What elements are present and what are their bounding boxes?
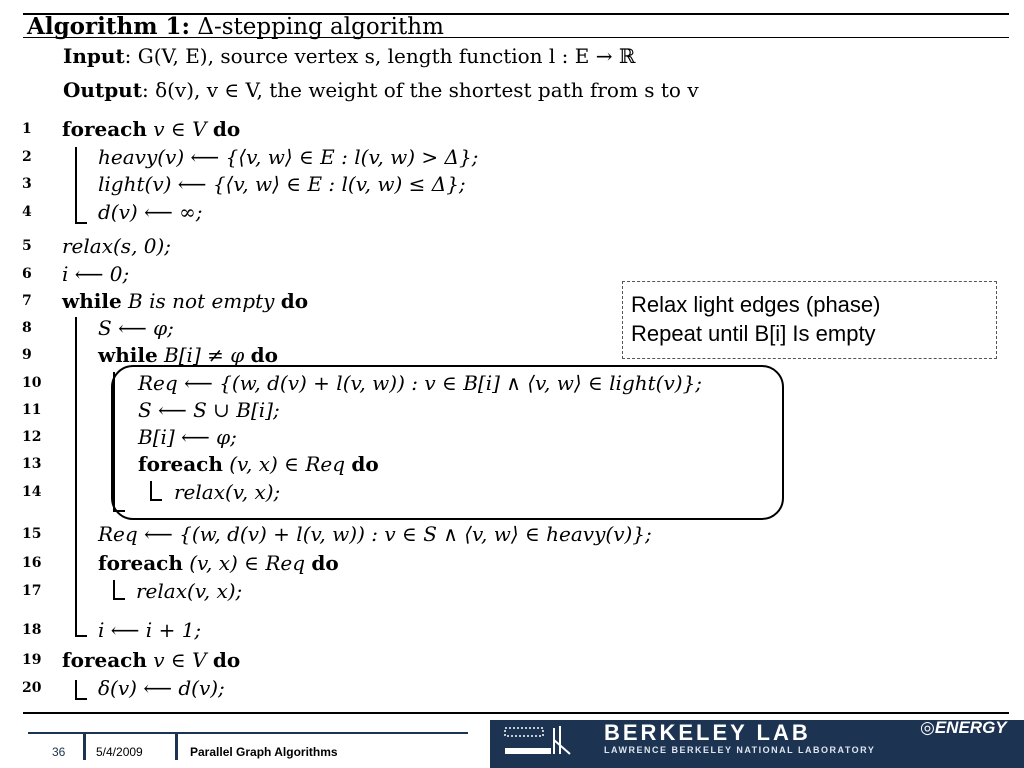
line-number: 8 (22, 320, 32, 336)
line-code: i ⟵ 0; (62, 262, 130, 286)
pseudocode-line (0, 143, 1024, 171)
line-number: 4 (22, 204, 32, 220)
doe-energy-logo (920, 718, 1007, 738)
line-code: foreach v ∈ V do (62, 117, 241, 141)
slide-date: 5/4/2009 (96, 745, 143, 759)
line-code: relax(s, 0); (62, 234, 172, 258)
block-bar-foreach-final (75, 680, 77, 700)
algorithm-name: Δ-stepping algorithm (197, 14, 444, 40)
energy-seal-icon: ◎ (920, 718, 935, 737)
energy-text: ENERGY (934, 718, 1007, 737)
pseudocode-line (0, 232, 1024, 260)
pseudocode-line (0, 577, 1024, 605)
block-bar-foreach-req-outer (113, 580, 115, 600)
pseudocode-line (0, 646, 1024, 674)
line-number: 13 (22, 456, 42, 472)
line-number: 9 (22, 347, 32, 363)
line-number: 2 (22, 149, 32, 165)
block-tick-foreach-req-outer (113, 598, 125, 600)
block-bar-while-outer (75, 317, 77, 637)
page-number: 36 (52, 745, 66, 759)
line-number: 3 (22, 176, 32, 192)
input-text: : G(V, E), source vertex s, length function l : E → ℝ (124, 44, 636, 68)
output-text: : δ(v), v ∈ V, the weight of the shortest path from s to v (141, 78, 699, 102)
line-number: 16 (22, 555, 42, 571)
line-code: foreach (v, x) ∈ Req do (138, 452, 379, 476)
line-number: 1 (22, 121, 32, 137)
input-label: Input (63, 44, 125, 68)
line-number: 11 (22, 402, 42, 418)
line-number: 17 (22, 583, 42, 599)
input-line (63, 44, 635, 68)
algorithm-title (27, 13, 444, 40)
block-tick-foreach-final (75, 698, 87, 700)
pseudocode-line (0, 674, 1024, 702)
line-number: 6 (22, 266, 32, 282)
pseudocode-line (0, 170, 1024, 198)
line-number: 7 (22, 293, 32, 309)
line-code: Req ⟵ {(w, d(v) + l(v, w)) : v ∈ S ∧ ⟨v, w⟩ ∈ heavy(v)}; (98, 522, 652, 546)
line-code: i ⟵ i + 1; (98, 618, 202, 642)
block-tick-while-outer (75, 635, 87, 637)
line-number: 5 (22, 238, 32, 254)
line-code: d(v) ⟵ ∞; (98, 200, 203, 224)
output-line (63, 78, 699, 102)
phase-note (622, 281, 997, 359)
footer-divider-1 (83, 734, 86, 760)
line-code: relax(v, x); (136, 579, 243, 603)
pseudocode-line (0, 520, 1024, 548)
line-code: B[i] ⟵ φ; (138, 425, 237, 449)
block-bar-foreach (75, 147, 77, 224)
berkeley-lab-emblem (504, 724, 572, 758)
note-line-1: Relax light edges (phase) (631, 292, 881, 317)
block-tick-foreach (75, 222, 87, 224)
line-code: light(v) ⟵ {⟨v, w⟩ ∈ E : l(v, w) ≤ Δ}; (98, 172, 466, 196)
line-code: relax(v, x); (174, 480, 281, 504)
line-number: 15 (22, 526, 42, 542)
pseudocode-line (0, 198, 1024, 226)
line-code: while B is not empty do (62, 289, 309, 313)
light-phase-highlight (111, 365, 784, 520)
line-code: S ⟵ φ; (98, 316, 174, 340)
line-code: δ(v) ⟵ d(v); (98, 676, 225, 700)
line-number: 20 (22, 680, 42, 696)
line-number: 10 (22, 375, 42, 391)
pseudocode-line (0, 115, 1024, 143)
footer-left-rule (28, 732, 468, 734)
pseudocode-line (0, 616, 1024, 644)
lab-full-name: LAWRENCE BERKELEY NATIONAL LABORATORY (604, 745, 876, 755)
line-code: foreach v ∈ V do (62, 648, 241, 672)
line-code: Req ⟵ {(w, d(v) + l(v, w)) : v ∈ B[i] ∧ ⟨v, w⟩ ∈ light(v)}; (138, 371, 703, 395)
pseudocode-line (0, 549, 1024, 577)
line-code: while B[i] ≠ φ do (98, 343, 278, 367)
line-number: 18 (22, 622, 42, 638)
footer-divider-2 (175, 734, 178, 760)
line-code: heavy(v) ⟵ {⟨v, w⟩ ∈ E : l(v, w) > Δ}; (98, 145, 479, 169)
line-number: 12 (22, 429, 42, 445)
lab-name: BERKELEY LAB (604, 720, 811, 745)
output-label: Output (63, 78, 142, 102)
line-number: 14 (22, 484, 42, 500)
talk-title: Parallel Graph Algorithms (190, 745, 338, 759)
line-number: 19 (22, 652, 42, 668)
note-line-2: Repeat until B[i] Is empty (631, 321, 876, 346)
algorithm-label: Algorithm 1: (27, 13, 191, 40)
bottom-rule (23, 712, 1009, 714)
line-code: S ⟵ S ∪ B[i]; (138, 398, 280, 422)
line-code: foreach (v, x) ∈ Req do (98, 551, 339, 575)
